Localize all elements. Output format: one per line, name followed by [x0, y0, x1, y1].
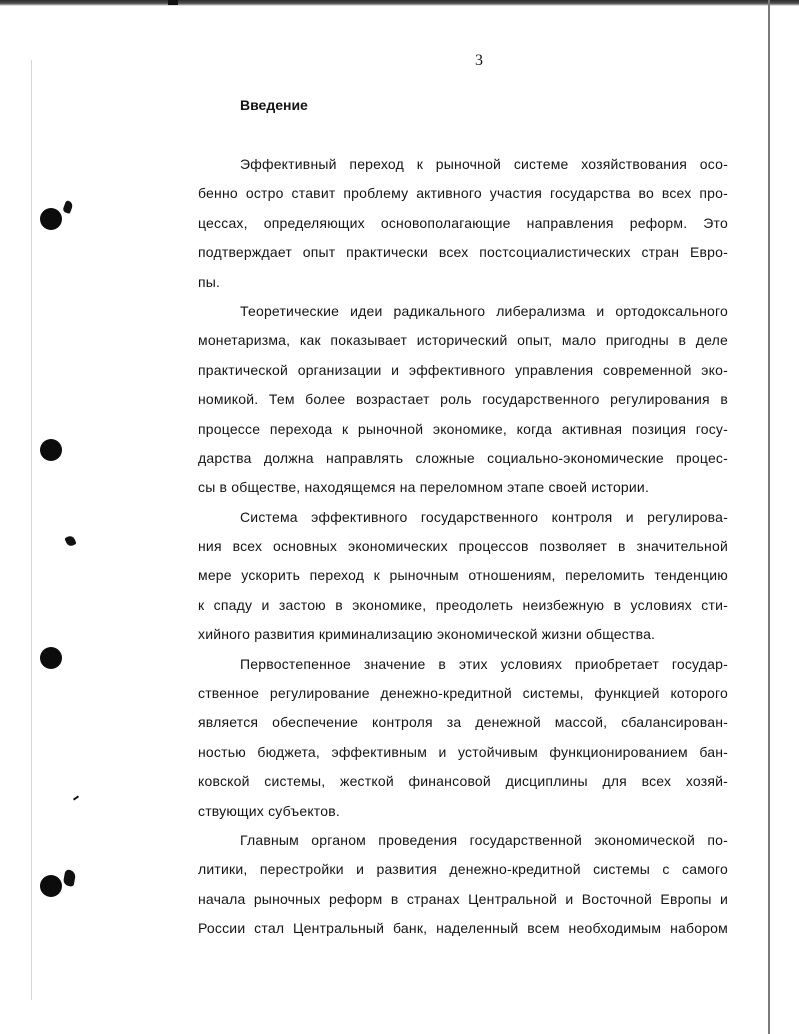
scan-edge-left	[31, 60, 32, 1000]
text-line: ственное регулирование денежно-кредитной системы, функцией которого	[198, 685, 728, 702]
text-line: процессе перехода к рыночной экономике, когда активная позиция госу-	[198, 420, 728, 437]
text-line: России стал Центральный банк, наделенный всем необходимым набором	[198, 920, 728, 937]
text-line: Теоретические идеи радикального либерализма и ортодоксального	[240, 302, 728, 319]
punch-debris-2	[63, 869, 77, 887]
punch-debris-1	[62, 200, 74, 214]
punch-hole-3	[40, 647, 62, 669]
scan-speck-1	[64, 535, 76, 548]
text-line: пы.	[198, 273, 221, 290]
text-line: ностью бюджета, эффективным и устойчивым функционированием бан-	[198, 743, 728, 760]
text-line: ния всех основных экономических процессов позволяет в значительной	[198, 538, 728, 555]
text-line: Эффективный переход к рыночной системе хозяйствования осо-	[240, 156, 728, 172]
paragraph-1	[198, 150, 728, 297]
section-heading: Введение	[240, 97, 308, 113]
text-line: является обеспечение контроля за денежной массой, сбалансирован-	[198, 714, 728, 731]
scan-edge-right	[768, 0, 770, 1034]
paragraph-4	[198, 650, 728, 826]
text-line: подтверждает опыт практически всех постсоциалистических стран Евро-	[198, 244, 728, 261]
text-line: к спаду и застою в экономике, преодолеть неизбежную в условиях сти-	[198, 596, 728, 613]
text-line: дарства должна направлять сложные социально-экономические процес-	[198, 449, 728, 466]
text-line: ствующих субъектов.	[198, 802, 340, 819]
text-line: цессах, определяющих основополагающие направления реформ. Это	[198, 214, 728, 231]
text-line: монетаризма, как показывает исторический опыт, мало пригодны в деле	[198, 332, 728, 349]
text-line: Главным органом проведения государственной экономической по-	[240, 831, 728, 848]
text-line: сы в обществе, находящемся на переломном этапе своей истории.	[198, 479, 650, 496]
text-line: ковской системы, жесткой финансовой дисциплины для всех хозяй-	[198, 773, 728, 790]
text-line: начала рыночных реформ в странах Центральной и Восточной Европы и	[198, 890, 728, 907]
text-line: Первостепенное значение в этих условиях приобретает государ-	[240, 655, 728, 672]
paragraph-2	[198, 297, 728, 503]
punch-hole-2	[40, 439, 62, 461]
paragraph-3	[198, 503, 728, 650]
paragraph-5	[198, 826, 728, 944]
text-line: бенно остро ставит проблему активного участия государства во всех про-	[198, 185, 728, 202]
scan-edge-top	[0, 0, 799, 6]
scan-speck-2	[73, 795, 79, 800]
punch-hole-4	[40, 875, 62, 897]
page-number: 3	[475, 52, 483, 69]
text-line: практической организации и эффективного управления современной эко-	[198, 361, 728, 378]
text-line: мере ускорить переход к рыночным отношениям, переломить тенденцию	[198, 567, 728, 584]
punch-hole-1	[40, 208, 62, 230]
text-line: Система эффективного государственного контроля и регулирова-	[240, 508, 728, 525]
text-line: литики, перестройки и развития денежно-кредитной системы с самого	[198, 861, 728, 878]
scan-mark-top	[168, 0, 178, 5]
body-text	[198, 150, 728, 944]
text-line: хийного развития криминализацию экономической жизни общества.	[198, 626, 656, 643]
text-line: номикой. Тем более возрастает роль государственного регулирования в	[198, 391, 728, 408]
